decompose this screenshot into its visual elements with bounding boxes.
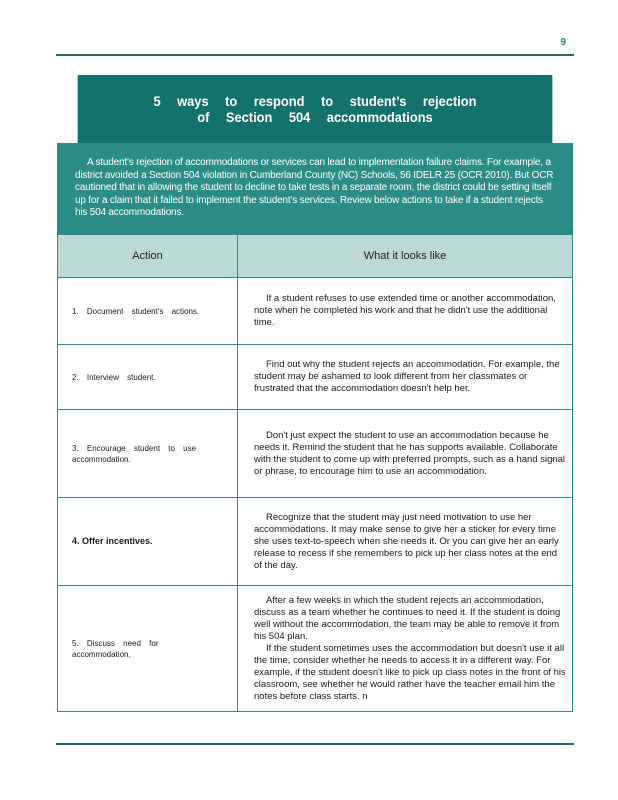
description-cell — [238, 410, 573, 498]
description-paragraph: After a few weeks in which the student rejects an accommodation, discuss as a team whether he continues to need it. If the student is doing well without the accommodation, the team may be able to remove it from his 504 plan. — [254, 594, 561, 642]
action-cell: 2. Interview student. — [58, 345, 238, 410]
title-banner — [78, 75, 553, 143]
action-cell: 5. Discuss need for accommodation. — [58, 586, 238, 712]
action-cell: 3. Encourage student to use accommodation. — [58, 410, 238, 498]
title-line-1: 5 ways to respond to student’s rejection — [153, 93, 477, 109]
table-row — [58, 410, 573, 498]
intro-box — [57, 143, 573, 234]
intro-text: A student’s rejection of accommodations or services can lead to implementation failure claims. For example, a district avoided a Section 504 violation in Cumberland County (NC) Schools, 56 IDELR 25 (OCR 2010). But OCR cautioned that in allowing the student to decline to take tests in a separate room, the district could be setting itself up for a claim that it failed to implement the student’s services. Review below actions to take if a student rejects his 504 accommodations. — [75, 157, 554, 218]
title-line-2: of Section 504 accommodations — [197, 109, 433, 125]
header-description: What it looks like — [238, 235, 573, 278]
bottom-rule — [56, 743, 574, 745]
description-cell — [238, 586, 573, 712]
action-cell: 1. Document student's actions. — [58, 278, 238, 345]
description-cell — [238, 278, 573, 345]
description-cell — [238, 345, 573, 410]
description-paragraph: If a student refuses to use extended time or another accommodation, note when he completed his work and that he didn't use the additional time. — [254, 293, 556, 328]
table-row — [58, 345, 573, 410]
description-paragraph: Recognize that the student may just need motivation to use her accommodations. It may make sense to give her a sticker for every time she uses text-to-speech when she needs it. Or you can give her an early release to recess if she remembers to pick up her class notes at the end of the day. — [254, 511, 559, 571]
table-row — [58, 278, 573, 345]
description-cell — [238, 498, 573, 586]
description-paragraph: Don't just expect the student to use an accommodation because he needs it. Remind the student that he has supports available. Collaborate with the student to come up with preferred prompts, such as a hand signal or phrase, to encourage him to use an accommodation. — [254, 429, 566, 477]
description-paragraph: If the student sometimes uses the accommodation but doesn't use it all the time, consider whether he needs to access it in a different way. For example, if the student doesn't like to pick up class notes in the front of his classroom, see whether he would rather have the teacher email him the notes before class starts. n — [254, 642, 566, 702]
table-row — [58, 498, 573, 586]
top-rule — [56, 54, 574, 56]
description-paragraph: Find out why the student rejects an accommodation. For example, the student may be ashamed to look different from her classmates or frustrated that the accommodation doesn't help her. — [254, 359, 560, 394]
header-action: Action — [58, 235, 238, 278]
table-row — [58, 586, 573, 712]
page-number: 9 — [560, 37, 566, 48]
actions-table — [57, 234, 573, 712]
table-header-row — [58, 235, 573, 278]
action-cell: 4. Offer incentives. — [58, 498, 238, 586]
